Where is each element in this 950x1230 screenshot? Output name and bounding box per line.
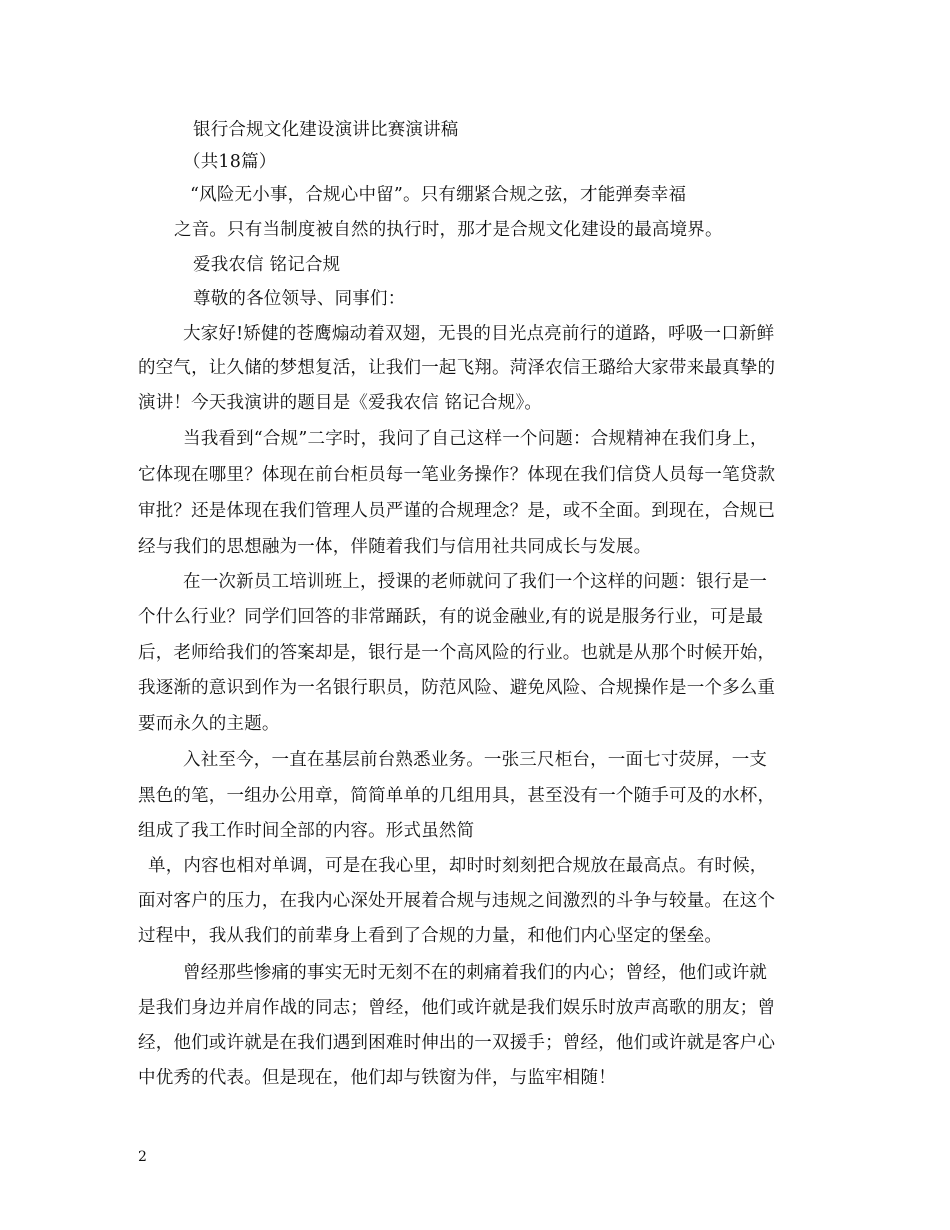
paragraph-line: 经，他们或许就是在我们遇到困难时伸出的一双援手；曾经，他们或许就是客户心: [138, 1033, 776, 1053]
paragraph-line: 它体现在哪里？体现在前台柜员每一笔业务操作？体现在我们信贷人员每一笔贷款: [138, 465, 776, 485]
page-number: 2: [138, 1149, 147, 1165]
paragraph-line: 单，内容也相对单调，可是在我心里，却时时刻刻把合规放在最高点。有时候，: [148, 856, 768, 876]
paragraph-line: 大家好!矫健的苍鹰煽动着双翅，无畏的目光点亮前行的道路，呼吸一口新鲜: [183, 324, 775, 344]
paragraph-line: 我逐渐的意识到作为一名银行职员，防范风险、避免风险、合规操作是一个多么重: [138, 678, 776, 698]
paragraph-line: 中优秀的代表。但是现在，他们却与铁窗为伴，与监牢相随！: [138, 1068, 616, 1088]
speech-title: 爱我农信 铭记合规: [193, 255, 341, 275]
paragraph-line: 的空气，让久储的梦想复活，让我们一起飞翔。菏泽农信王璐给大家带来最真挚的: [138, 358, 776, 378]
paragraph-line: 黑色的笔，一组办公用章，简简单单的几组用具，甚至没有一个随手可及的水杯，: [138, 786, 776, 806]
paragraph-line: 过程中，我从我们的前辈身上看到了合规的力量，和他们内心坚定的堡垒。: [138, 926, 723, 946]
paragraph-line: 后，老师给我们的答案却是，银行是一个高风险的行业。也就是从那个时候开始，: [138, 643, 776, 663]
paragraph-line: 审批？还是体现在我们管理人员严谨的合规理念？是，或不全面。到现在，合规已: [138, 501, 776, 521]
paragraph-line: 面对客户的压力，在我内心深处开展着合规与违规之间激烈的斗争与较量。在这个: [138, 891, 776, 911]
intro-line-2: 之音。只有当制度被自然的执行时，那才是合规文化建设的最高境界。: [174, 220, 723, 240]
salutation: 尊敬的各位领导、同事们：: [193, 289, 406, 309]
paragraph-line: 经与我们的思想融为一体，伴随着我们与信用社共同成长与发展。: [138, 537, 652, 557]
paragraph-line: 是我们身边并肩作战的同志；曾经，他们或许就是我们娱乐时放声高歌的朋友；曾: [138, 998, 776, 1018]
paragraph-line: 组成了我工作时间全部的内容。形式虽然简: [138, 821, 475, 841]
paragraph-line: 个什么行业？同学们回答的非常踊跃，有的说金融业,有的说是服务行业，可是最: [138, 607, 764, 627]
paragraph-line: 入社至今，一直在基层前台熟悉业务。一张三尺柜台，一面七寸荧屏，一支: [183, 750, 768, 770]
paragraph-line: 在一次新员工培训班上，授课的老师就问了我们一个这样的问题：银行是一: [183, 572, 768, 592]
paragraph-line: 要而永久的主题。: [138, 714, 280, 734]
paragraph-line: 演讲！今天我演讲的题目是《爱我农信 铭记合规》。: [138, 393, 543, 413]
paragraph-line: 曾经那些惨痛的事实无时无刻不在的刺痛着我们的内心；曾经，他们或许就: [183, 963, 768, 983]
article-count: （共18篇）: [183, 152, 277, 172]
paragraph-line: 当我看到“合规”二字时，我问了自己这样一个问题：合规精神在我们身上，: [183, 429, 768, 449]
document-title: 银行合规文化建设演讲比赛演讲稿: [193, 120, 459, 140]
intro-line-1: “风险无小事，合规心中留”。只有绷紧合规之弦，才能弹奏幸福: [190, 185, 687, 205]
